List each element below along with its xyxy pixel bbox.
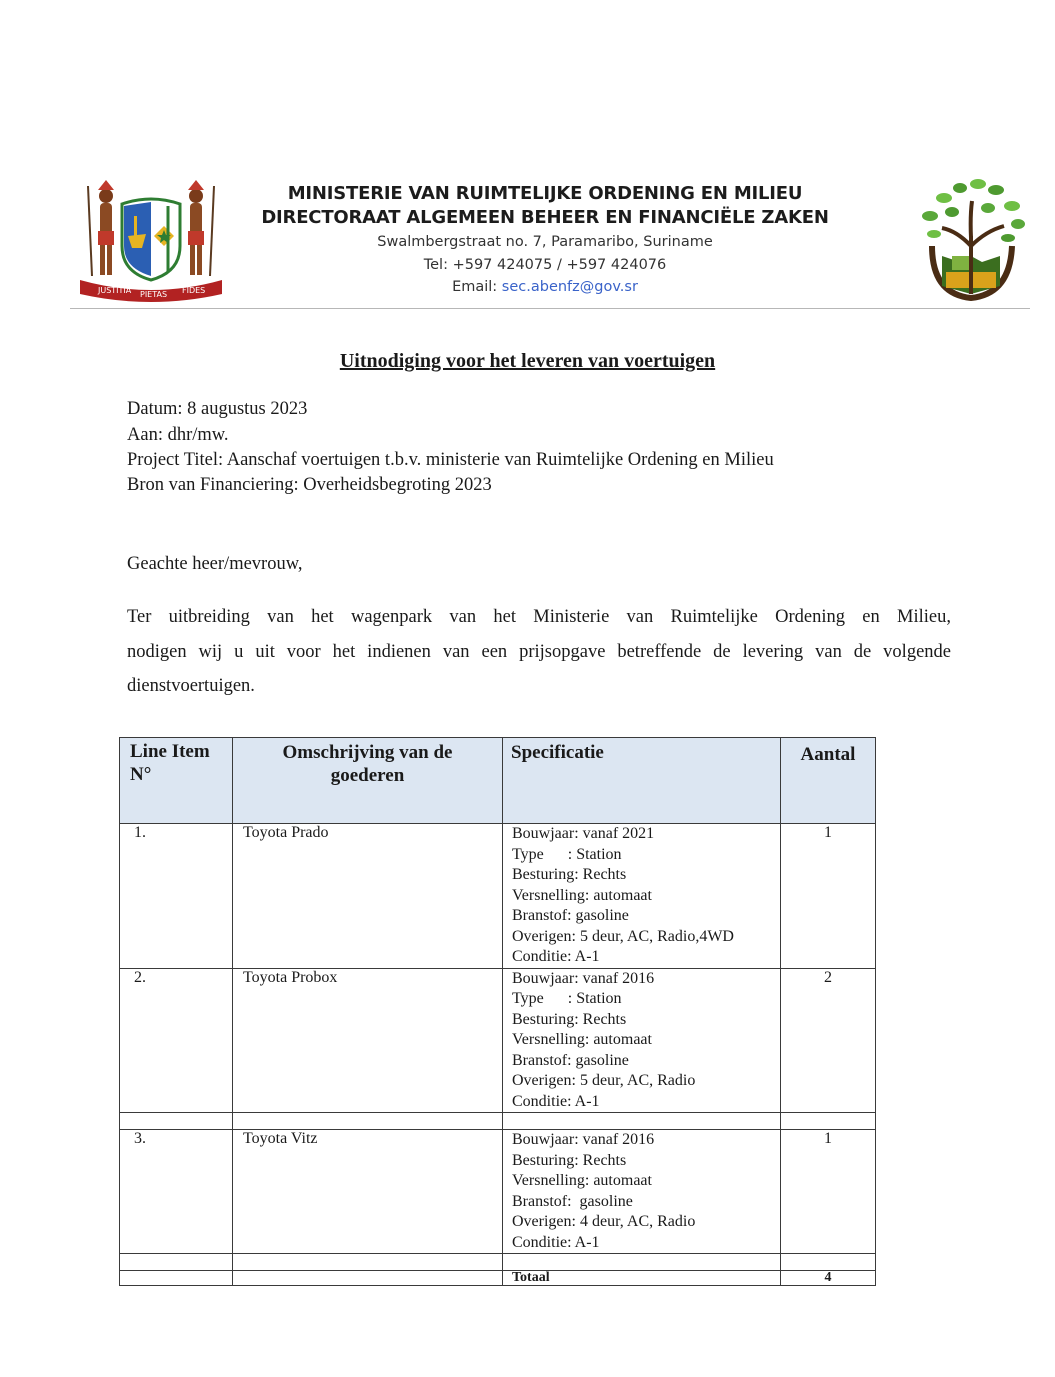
- body-line: nodigen wij u uit voor het indienen van een prijsopgave betreffende de levering van de volgende: [127, 641, 951, 662]
- phone-line: Tel: +597 424075 / +597 424076: [423, 257, 667, 273]
- spec-line: Overigen: 5 deur, AC, Radio: [512, 1072, 696, 1089]
- table-row: [120, 1130, 876, 1254]
- empty-cell: [120, 1113, 233, 1130]
- row-quantity: 1: [781, 1130, 876, 1254]
- header-divider: [70, 308, 1030, 309]
- header-text: Omschrijving van de: [282, 742, 453, 763]
- header-text: goederen: [330, 765, 405, 786]
- email-link[interactable]: sec.abenfz@gov.sr: [501, 279, 638, 295]
- spec-line: Versnelling: automaat: [512, 886, 652, 904]
- spec-line: Conditie: A-1: [512, 948, 600, 965]
- spec-line: Besturing: Rechts: [512, 866, 627, 883]
- header-description: [233, 738, 503, 824]
- spec-line: Type : Station: [512, 845, 622, 863]
- spec-line: Besturing: Rechts: [512, 1010, 627, 1028]
- spec-line: Branstof: gasoline: [512, 907, 629, 924]
- spec-line: Conditie: A-1: [512, 1233, 600, 1251]
- empty-cell: [503, 1113, 781, 1130]
- body-paragraph: [127, 600, 951, 704]
- empty-row: [120, 1254, 876, 1271]
- spec-line: Bouwjaar: vanaf 2016: [512, 969, 655, 987]
- row-number: 1.: [120, 824, 233, 969]
- row-quantity: 1: [781, 824, 876, 969]
- spec-line: Bouwjaar: vanaf 2021: [512, 825, 655, 842]
- spec-line: Besturing: Rechts: [512, 1151, 627, 1169]
- environment-tree-logo: [912, 176, 1030, 306]
- items-table: [119, 737, 876, 1286]
- spec-line: Branstof: gasoline: [512, 1192, 633, 1210]
- table-row: [120, 968, 876, 1113]
- row-description: Toyota Vitz: [233, 1130, 503, 1254]
- table-row: [120, 824, 876, 969]
- row-description: Toyota Prado: [233, 824, 503, 969]
- spec-line: Branstof: gasoline: [512, 1051, 629, 1069]
- motto-word: PIETAS: [140, 290, 168, 299]
- motto-word: FIDES: [182, 286, 206, 295]
- total-row: [120, 1271, 876, 1286]
- total-label: Totaal: [503, 1271, 781, 1286]
- motto-word: JUSTITIA: [98, 286, 132, 295]
- spec-line: Type : Station: [512, 990, 622, 1007]
- spec-line: Overigen: 5 deur, AC, Radio,4WD: [512, 927, 734, 945]
- header-specification: Specificatie: [503, 738, 781, 824]
- spec-line: Conditie: A-1: [512, 1092, 600, 1110]
- row-quantity: 2: [781, 968, 876, 1113]
- row-number: 2.: [120, 968, 233, 1113]
- total-value: 4: [781, 1271, 876, 1286]
- empty-cell: [233, 1271, 503, 1286]
- empty-cell: [120, 1254, 233, 1271]
- directorate-name: DIRECTORAAT ALGEMEEN BEHEER EN FINANCIËLE ZAKEN: [261, 207, 829, 228]
- meta-funding-source: Bron van Financiering: Overheidsbegroting 2023: [127, 475, 492, 495]
- header-text: N°: [130, 764, 152, 785]
- meta-recipient: Aan: dhr/mw.: [127, 425, 229, 445]
- meta-project-title: Project Titel: Aanschaf voertuigen t.b.v. ministerie van Ruimtelijke Ordening en Milieu: [127, 450, 774, 470]
- empty-cell: [503, 1254, 781, 1271]
- spec-line: Versnelling: automaat: [512, 1172, 652, 1189]
- coat-of-arms-logo: [76, 176, 226, 304]
- empty-cell: [233, 1254, 503, 1271]
- header-text: Line Item: [130, 741, 210, 762]
- spec-line: Overigen: 4 deur, AC, Radio: [512, 1213, 696, 1230]
- salutation: Geachte heer/mevrouw,: [127, 554, 303, 574]
- email-label: Email:: [452, 279, 498, 295]
- row-specification: [503, 968, 781, 1113]
- table-header-row: [120, 738, 876, 824]
- document-title: Uitnodiging voor het leveren van voertuigen: [339, 350, 716, 372]
- empty-cell: [233, 1113, 503, 1130]
- empty-cell: [781, 1113, 876, 1130]
- row-description: Toyota Probox: [233, 968, 503, 1113]
- ministry-name: MINISTERIE VAN RUIMTELIJKE ORDENING EN MILIEU: [287, 183, 803, 204]
- spec-line: Versnelling: automaat: [512, 1031, 652, 1048]
- empty-cell: [781, 1254, 876, 1271]
- body-line: Ter uitbreiding van het wagenpark van het Ministerie van Ruimtelijke Ordening en Milieu,: [127, 607, 951, 627]
- spec-line: Bouwjaar: vanaf 2016: [512, 1131, 655, 1148]
- row-number: 3.: [120, 1130, 233, 1254]
- meta-date: Datum: 8 augustus 2023: [127, 399, 308, 419]
- empty-cell: [120, 1271, 233, 1286]
- row-specification: [503, 1130, 781, 1254]
- header-line-item: [120, 738, 233, 824]
- row-specification: [503, 824, 781, 969]
- empty-row: [120, 1113, 876, 1130]
- email-line: [240, 279, 850, 295]
- address-line: Swalmbergstraat no. 7, Paramaribo, Suriname: [377, 234, 713, 250]
- header-quantity: Aantal: [781, 738, 876, 824]
- body-line: dienstvoertuigen.: [127, 676, 255, 696]
